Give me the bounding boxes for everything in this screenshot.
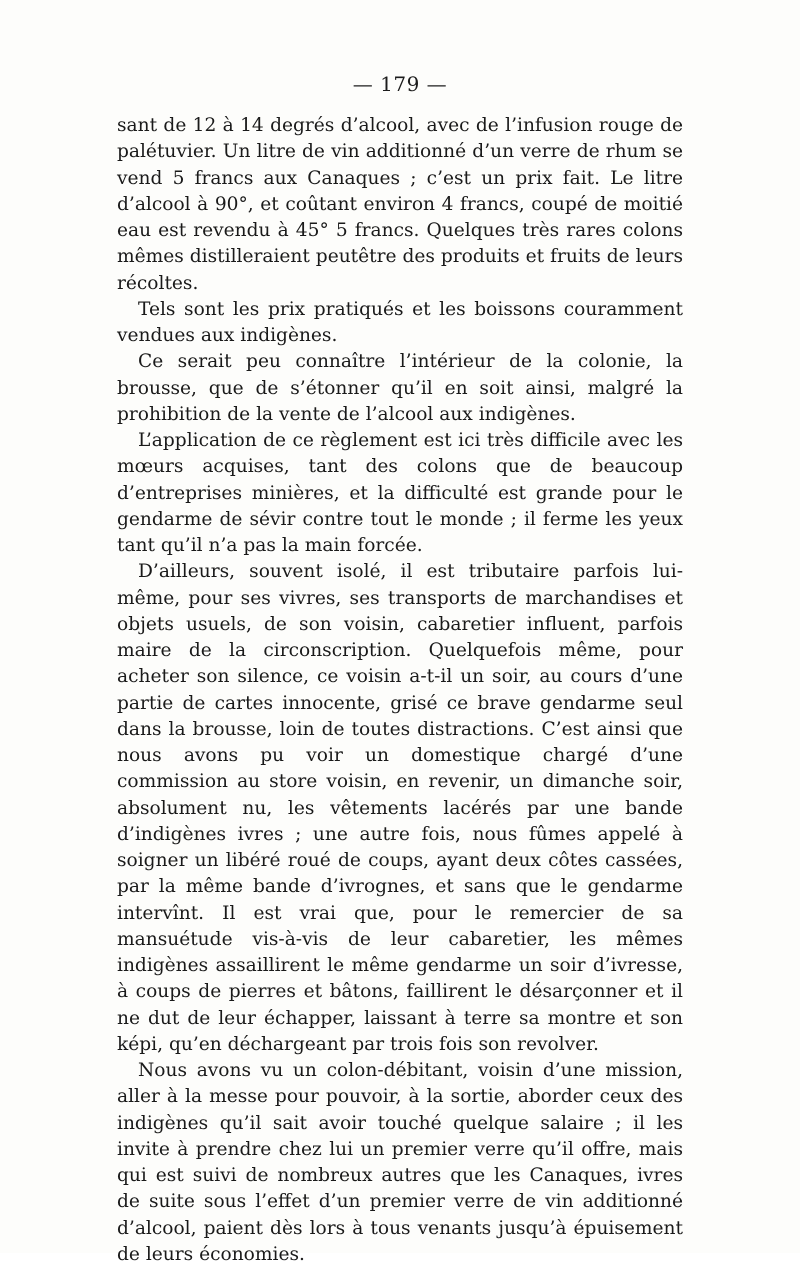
paragraph-1: sant de 12 à 14 degrés d’alcool, avec de l’infusion rouge de palétuvier. Un litre de vin additionné d’un verre de rhum se vend 5 francs aux Canaques ; c’est un prix fait. Le litre d’alcool à 90°, et coûtant environ 4 francs, coupé de moitié eau est revendu à 45° 5 francs. Quelques très rares colons mêmes distilleraient peutêtre des produits et fruits de leurs récoltes. — [117, 115, 683, 294]
paragraph-4: L’application de ce règlement est ici très difficile avec les mœurs acquises, tant des colons que de beaucoup d’entreprises minières, et la difficulté est grande pour le gendarme de sévir contre tout le monde ; il ferme les yeux tant qu’il n’a pas la main forcée. — [117, 430, 683, 556]
page-number: — 179 — — [352, 72, 448, 96]
paragraph-6: Nous avons vu un colon-débitant, voisin d’une mission, aller à la messe pour pouvoir, à la sortie, aborder ceux des indigènes qu’il sait avoir touché quelque salaire ; il les invite à prendre chez lui un premier verre qu’il offre, mais qui est suivi de nombreux autres que les Canaques, ivres de suite sous l’effet d’un premier verre de vin additionné d’alcool, paient dès lors à tous venants jusqu’à épuisement de leurs économies. — [117, 1060, 683, 1265]
paragraph-2: Tels sont les prix pratiqués et les boissons couramment vendues aux indigènes. — [117, 298, 683, 346]
paragraph-3: Ce serait peu connaître l’intérieur de la colonie, la brousse, que de s’étonner qu’il en soit ainsi, malgré la prohibition de la vente de l’alcool aux indigènes. — [117, 351, 683, 425]
body-text — [117, 113, 683, 1268]
paragraph-5: D’ailleurs, souvent isolé, il est tributaire parfois lui-même, pour ses vivres, ses transports de marchandises et objets usuels, de son voisin, cabaretier influent, parfois maire de la circonscription. Quelquefois même, pour acheter son silence, ce voisin a-t-il un soir, au cours d’une partie de cartes innocente, grisé ce brave gendarme seul dans la brousse, loin de toutes distractions. C’est ainsi que nous avons pu voir un domestique chargé d’une commission au store voisin, en revenir, un dimanche soir, absolument nu, les vêtements lacérés par une bande d’indigènes ivres ; une autre fois, nous fûmes appelé à soigner un libéré roué de coups, ayant deux côtes cassées, par la même bande d’ivrognes, et sans que le gendarme intervînt. Il est vrai que, pour le remercier de sa mansuétude vis-à-vis de leur cabaretier, les mêmes indigènes assaillirent le même gendarme un soir d’ivresse, à coups de pierres et bâtons, faillirent le désarçonner et il ne dut de leur échapper, laissant à terre sa montre et son képi, qu’en déchargeant par trois fois son revolver. — [117, 561, 683, 1055]
